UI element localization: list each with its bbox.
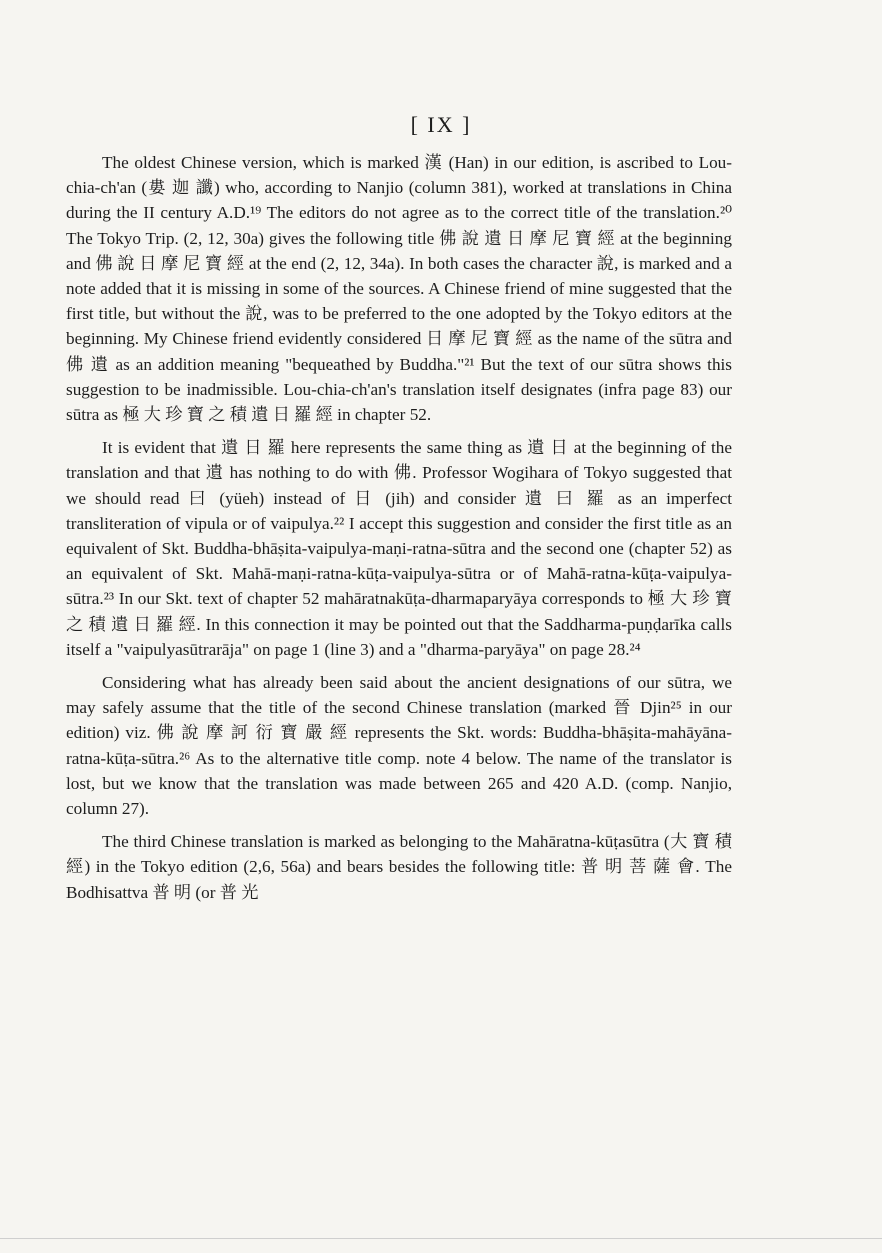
body-text [66,150,732,913]
paragraph-3: Considering what has already been said about the ancient designations of our sūtra, we may safely assume that the title of the second Chinese translation (marked 晉 Djin²⁵ in our edition) viz. 佛 說 摩 訶 衍 寶 嚴 經 represents the Skt. words: Buddha-bhāṣita-mahāyāna-ratna-kūṭa-sūtra.²⁶ As to the alternative title comp. note 4 below. The name of the translator is lost, but we know that the translation was made between 265 and 420 A.D. (comp. Nanjio, column 27). [66,673,732,819]
bottom-rule [0,1238,882,1239]
paragraph-2: It is evident that 遺 日 羅 here represents the same thing as 遺 日 at the beginning of the translation and that 遺 has nothing to do with 佛. Professor Wogihara of Tokyo suggested that we should read 曰 (yüeh) instead of 日 (jih) and consider 遺 曰 羅 as an imperfect transliteration of vipula or of vaipulya.²² I accept this suggestion and consider the first title as an equivalent of Skt. Buddha-bhāṣita-vaipulya-maṇi-ratna-sūtra and the second one (chapter 52) as an equivalent of Skt. Mahā-maṇi-ratna-kūṭa-vaipulya-sūtra or of Mahā-ratna-kūṭa-vaipulya-sūtra.²³ In our Skt. text of chapter 52 mahāratnakūṭa-dharmaparyāya corresponds to 極 大 珍 寶 之 積 遺 日 羅 經. In this connection it may be pointed out that the Saddharma-puṇḍarīka calls itself a "vaipulyasūtrarāja" on page 1 (line 3) and a "dharma-paryāya" on page 28.²⁴ [66,438,732,659]
paragraph-1: The oldest Chinese version, which is marked 漢 (Han) in our edition, is ascribed to Lou-chia-ch'an (婁 迦 讖) who, according to Nanjio (column 381), worked at translations in China during the II century A.D.¹⁹ The editors do not agree as to the correct title of the translation.²⁰ The Tokyo Trip. (2, 12, 30a) gives the following title 佛 說 遺 日 摩 尼 寶 經 at the beginning and 佛 說 日 摩 尼 寶 經 at the end (2, 12, 34a). In both cases the character 說, is marked and a note added that it is missing in some of the sources. A Chinese friend of mine suggested that the first title, but without the 說, was to be preferred to the one adopted by the Tokyo editors at the beginning. My Chinese friend evidently considered 日 摩 尼 寶 經 as the name of the sūtra and 佛 遺 as an addition meaning "bequeathed by Buddha."²¹ But the text of our sūtra shows this suggestion to be inadmissible. Lou-chia-ch'an's translation itself designates (infra page 83) our sūtra as 極 大 珍 寶 之 積 遺 日 羅 經 in chapter 52. [66,153,732,425]
paragraph-4: The third Chinese translation is marked as belonging to the Mahāratna-kūṭasūtra (大 寶 積 經) in the Tokyo edition (2,6, 56a) and bears besides the following title: 普 明 菩 薩 會. The Bodhisattva 普 明 (or 普 光 [66,832,732,902]
page-number: [ IX ] [410,112,472,137]
